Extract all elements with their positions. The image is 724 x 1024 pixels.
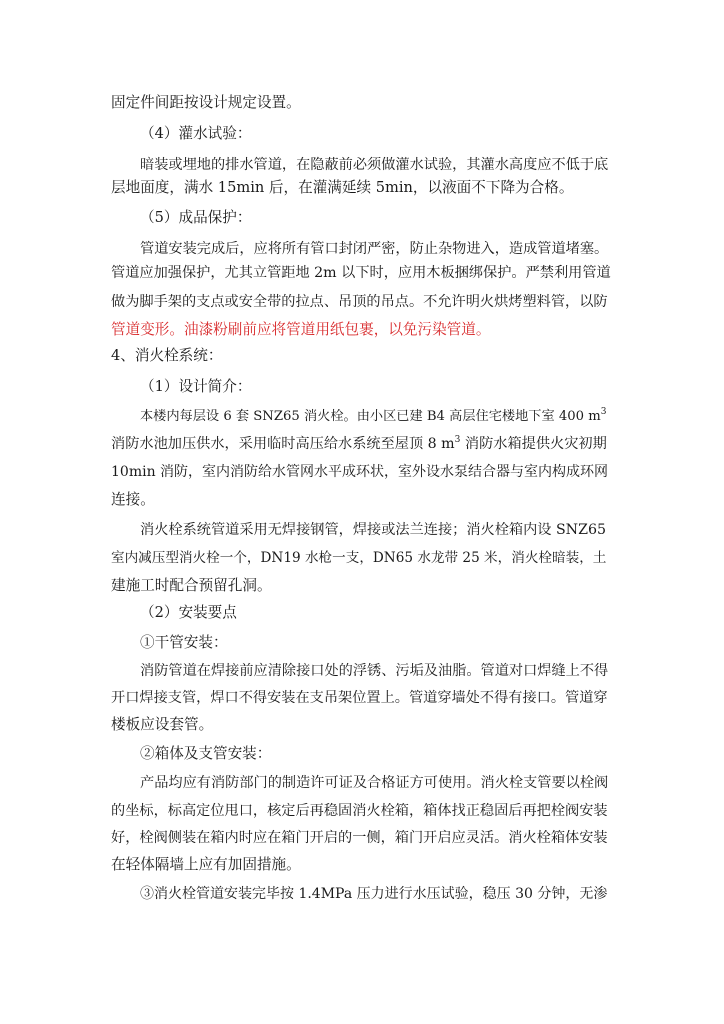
text-line [140,407,611,427]
text-line: 做为脚手架的支点或安全带的拉点、吊顶的吊点。不允许明火烘烤塑料管，以防 [111,294,608,310]
text-line: 暗装或埋地的排水管道，在隐蔽前必须做灌水试验，其灌水高度应不低于底 [140,157,609,173]
text-line: 的坐标，标高定位甩口，核定后再稳固消火栓箱，箱体找正稳固后再把栓阀安装 [111,803,608,819]
text-line: 开口焊接支管，焊口不得安装在支吊架位置上。管道穿墙处不得有接口。管道穿 [111,690,608,706]
section-heading: 4、消火栓系统： [111,347,223,364]
text-line: 消防管道在焊接前应清除接口处的浮锈、污垢及油脂。管道对口焊缝上不得 [140,663,609,679]
text-segment: 本楼内每层设 6 套 SNZ65 消火栓。由小区已建 B4 高层住宅楼地下室 400 m [140,409,601,424]
section-heading: ②箱体及支管安装： [140,745,272,762]
text-segment: 消防水池加压供水，采用临时高压给水系统至屋顶 8 m [111,436,455,452]
highlighted-text-line: 管道变形。油漆粉刷前应将管道用纸包裹，以免污染管道。 [111,321,491,338]
section-heading: （5）成品保护： [140,209,252,226]
text-line [111,434,611,454]
text-line: 消火栓系统管道采用无焊接钢管，焊接或法兰连接；消火栓箱内设 SNZ65 [140,522,606,538]
section-heading: （2）安装要点 [140,604,237,621]
text-line: 在轻体隔墙上应有加固措施。 [111,856,301,873]
superscript: 3 [600,407,607,417]
text-line: ③消火栓管道安装完毕按 1.4MPa 压力进行水压试验，稳压 30 分钟，无渗 [140,886,608,902]
text-line: 10min 消防，室内消防给水管网水平成环状，室外设水泵结合器与室内构成环网 [111,464,609,480]
text-segment: 消防水箱提供火灾初期 [460,436,607,452]
text-line: 层地面度，满水 15min 后，在灌满延续 5min，以液面不下降为合格。 [111,179,574,196]
text-line: 连接。 [111,491,155,508]
text-line: 产品均应有消防部门的制造许可证及合格证方可使用。消火栓支管要以栓阀 [140,775,609,791]
text-line: 管道应加强保护，尤其立管距地 2m 以下时，应用木板捆绑保护。严禁利用管道 [111,265,611,281]
text-line: 室内减压型消火栓一个，DN19 水枪一支，DN65 水龙带 25 米，消火栓暗装，土 [111,550,607,566]
section-heading: （1）设计简介： [140,378,252,395]
text-line: 好，栓阀侧装在箱内时应在箱门开启的一侧，箱门开启应灵活。消火栓箱体安装 [111,830,608,846]
text-line: 楼板应设套管。 [111,716,214,733]
text-line: 建施工时配合预留孔洞。 [111,577,272,594]
superscript: 3 [454,435,461,445]
section-heading: ①干管安装： [140,634,228,651]
section-heading: （4）灌水试验： [140,125,252,142]
text-line: 固定件间距按设计规定设置。 [111,94,301,111]
text-line: 管道安装完成后，应将所有管口封闭严密，防止杂物进入，造成管道堵塞。 [140,241,609,257]
